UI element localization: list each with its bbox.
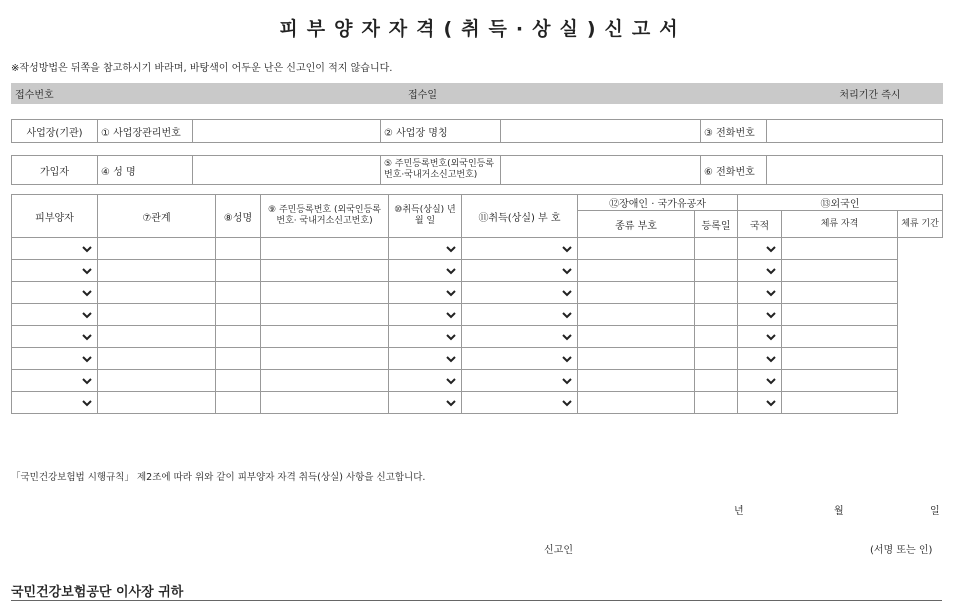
stay-status-select[interactable] xyxy=(738,392,782,414)
subscriber-phone-field[interactable] xyxy=(767,156,943,185)
signature-label: (서명 또는 인) xyxy=(870,545,933,556)
type-code-select[interactable] xyxy=(462,392,578,414)
name-field[interactable] xyxy=(98,392,216,414)
chevron-down-icon[interactable] xyxy=(465,392,574,413)
nationality-field[interactable] xyxy=(695,326,738,348)
rrn-field[interactable] xyxy=(216,326,261,348)
rrn-field[interactable] xyxy=(216,260,261,282)
name-field[interactable] xyxy=(98,370,216,392)
chevron-down-icon[interactable] xyxy=(392,370,458,391)
instruction-note: ※작성방법은 뒤쪽을 참고하시기 바라며, 바탕색이 어두운 난은 신고인이 적지 않습니다. xyxy=(11,63,393,74)
subscriber-rrn-label: ⑤ 주민등록번호(외국인등록번호·국내거소신고번호) xyxy=(381,156,501,185)
chevron-down-icon[interactable] xyxy=(392,348,458,369)
name-field[interactable] xyxy=(98,260,216,282)
processing-period-label: 처리기간 즉시 xyxy=(798,84,943,104)
chevron-down-icon[interactable] xyxy=(15,348,94,369)
chevron-down-icon[interactable] xyxy=(741,392,778,413)
stay-period-field[interactable] xyxy=(782,370,898,392)
nationality-field[interactable] xyxy=(695,282,738,304)
receipt-table xyxy=(11,83,943,104)
chevron-down-icon[interactable] xyxy=(741,348,778,369)
stay-status-select[interactable] xyxy=(738,304,782,326)
col-name: ⑧성명 xyxy=(216,195,261,238)
chevron-down-icon[interactable] xyxy=(15,238,94,259)
chevron-down-icon[interactable] xyxy=(465,326,574,347)
workplace-label: 사업장(기관) xyxy=(12,120,98,143)
day-label: 일 xyxy=(930,506,940,517)
chevron-down-icon[interactable] xyxy=(741,370,778,391)
col-foreign: ⑬외국인 xyxy=(738,195,943,211)
relation-select[interactable] xyxy=(12,260,98,282)
chevron-down-icon[interactable] xyxy=(465,238,574,259)
form-title: 피부양자자격(취득·상실)신고서 xyxy=(279,18,687,40)
type-code-select[interactable] xyxy=(462,304,578,326)
chevron-down-icon[interactable] xyxy=(15,370,94,391)
table-row xyxy=(12,392,943,414)
reporter-label: 신고인 xyxy=(544,545,573,556)
table-row xyxy=(12,370,943,392)
type-code-select[interactable] xyxy=(462,348,578,370)
bottom-rule xyxy=(11,600,942,601)
type-code-select[interactable] xyxy=(462,282,578,304)
code-select[interactable] xyxy=(389,392,462,414)
date-field[interactable] xyxy=(261,238,389,260)
subscriber-label: 가입자 xyxy=(12,156,98,185)
subscriber-rrn-field[interactable] xyxy=(501,156,701,185)
stay-status-select[interactable] xyxy=(738,348,782,370)
chevron-down-icon[interactable] xyxy=(741,282,778,303)
name-field[interactable] xyxy=(98,304,216,326)
chevron-down-icon[interactable] xyxy=(465,304,574,325)
chevron-down-icon[interactable] xyxy=(15,326,94,347)
col-stay-period: 체류 기간 xyxy=(898,211,943,238)
workplace-phone-label: ③ 전화번호 xyxy=(701,120,767,143)
chevron-down-icon[interactable] xyxy=(392,326,458,347)
relation-select[interactable] xyxy=(12,326,98,348)
subscriber-table xyxy=(11,155,943,185)
subscriber-phone-label: ⑥ 전화번호 xyxy=(701,156,767,185)
workplace-name-field[interactable] xyxy=(501,120,701,143)
reg-date-field[interactable] xyxy=(578,260,695,282)
chevron-down-icon[interactable] xyxy=(392,238,458,259)
table-row xyxy=(12,326,943,348)
stay-period-field[interactable] xyxy=(782,348,898,370)
col-nationality: 국적 xyxy=(738,211,782,238)
table-row xyxy=(12,304,943,326)
name-field[interactable] xyxy=(98,282,216,304)
reg-date-field[interactable] xyxy=(578,238,695,260)
year-label: 년 xyxy=(734,506,744,517)
chevron-down-icon[interactable] xyxy=(741,238,778,259)
table-row xyxy=(12,238,943,260)
workplace-phone-field[interactable] xyxy=(767,120,943,143)
chevron-down-icon[interactable] xyxy=(465,348,574,369)
rrn-field[interactable] xyxy=(216,304,261,326)
reg-date-field[interactable] xyxy=(578,326,695,348)
date-field[interactable] xyxy=(261,392,389,414)
reg-date-field[interactable] xyxy=(578,348,695,370)
statement-text: 「국민건강보험법 시행규칙」 제2조에 따라 위와 같이 피부양자 자격 취득(상실) 사항을 신고합니다. xyxy=(11,472,426,483)
dependents-label: 피부양자 xyxy=(12,195,98,238)
nationality-field[interactable] xyxy=(695,238,738,260)
table-row xyxy=(12,260,943,282)
rrn-field[interactable] xyxy=(216,370,261,392)
workplace-mgmt-no-label: ① 사업장관리번호 xyxy=(98,120,193,143)
col-type-code: 종류 부호 xyxy=(578,211,695,238)
stay-status-select[interactable] xyxy=(738,238,782,260)
chevron-down-icon[interactable] xyxy=(392,260,458,281)
table-row xyxy=(12,348,943,370)
workplace-table xyxy=(11,119,943,143)
chevron-down-icon[interactable] xyxy=(741,304,778,325)
relation-select[interactable] xyxy=(12,304,98,326)
chevron-down-icon[interactable] xyxy=(15,304,94,325)
stay-period-field[interactable] xyxy=(782,304,898,326)
nationality-field[interactable] xyxy=(695,260,738,282)
chevron-down-icon[interactable] xyxy=(15,260,94,281)
date-field[interactable] xyxy=(261,282,389,304)
month-label: 월 xyxy=(834,506,844,517)
col-reg-date: 등록일 xyxy=(695,211,738,238)
relation-select[interactable] xyxy=(12,348,98,370)
chevron-down-icon[interactable] xyxy=(465,282,574,303)
addressee: 국민건강보험공단 이사장 귀하 xyxy=(11,585,184,600)
date-field[interactable] xyxy=(261,304,389,326)
code-select[interactable] xyxy=(389,304,462,326)
chevron-down-icon[interactable] xyxy=(15,282,94,303)
chevron-down-icon[interactable] xyxy=(741,260,778,281)
stay-period-field[interactable] xyxy=(782,260,898,282)
rrn-field[interactable] xyxy=(216,282,261,304)
chevron-down-icon[interactable] xyxy=(392,392,458,413)
nationality-field[interactable] xyxy=(695,348,738,370)
date-field[interactable] xyxy=(261,370,389,392)
name-field[interactable] xyxy=(98,326,216,348)
stay-status-select[interactable] xyxy=(738,326,782,348)
code-select[interactable] xyxy=(389,238,462,260)
rrn-field[interactable] xyxy=(216,348,261,370)
type-code-select[interactable] xyxy=(462,238,578,260)
stay-period-field[interactable] xyxy=(782,326,898,348)
nationality-field[interactable] xyxy=(695,392,738,414)
date-field[interactable] xyxy=(261,326,389,348)
chevron-down-icon[interactable] xyxy=(741,326,778,347)
nationality-field[interactable] xyxy=(695,304,738,326)
stay-status-select[interactable] xyxy=(738,282,782,304)
chevron-down-icon[interactable] xyxy=(465,370,574,391)
type-code-select[interactable] xyxy=(462,370,578,392)
name-field[interactable] xyxy=(98,348,216,370)
name-field[interactable] xyxy=(98,238,216,260)
stay-status-select[interactable] xyxy=(738,260,782,282)
date-field[interactable] xyxy=(261,260,389,282)
stay-period-field[interactable] xyxy=(782,392,898,414)
col-date: ⑩취득(상실) 년 월 일 xyxy=(389,195,462,238)
rrn-field[interactable] xyxy=(216,238,261,260)
receipt-date-label: 접수일 xyxy=(405,84,798,104)
reg-date-field[interactable] xyxy=(578,304,695,326)
subscriber-name-field[interactable] xyxy=(193,156,381,185)
code-select[interactable] xyxy=(389,348,462,370)
date-field[interactable] xyxy=(261,348,389,370)
relation-select[interactable] xyxy=(12,392,98,414)
code-select[interactable] xyxy=(389,370,462,392)
code-select[interactable] xyxy=(389,282,462,304)
col-disabled: ⑫장애인 · 국가유공자 xyxy=(578,195,738,211)
relation-select[interactable] xyxy=(12,370,98,392)
workplace-mgmt-no-field[interactable] xyxy=(193,120,381,143)
nationality-field[interactable] xyxy=(695,370,738,392)
col-stay-status: 체류 자격 xyxy=(782,211,898,238)
reg-date-field[interactable] xyxy=(578,282,695,304)
dependents-table xyxy=(11,194,943,414)
reg-date-field[interactable] xyxy=(578,392,695,414)
chevron-down-icon[interactable] xyxy=(392,304,458,325)
workplace-name-label: ② 사업장 명칭 xyxy=(381,120,501,143)
chevron-down-icon[interactable] xyxy=(465,260,574,281)
col-relation: ⑦관계 xyxy=(98,195,216,238)
chevron-down-icon[interactable] xyxy=(15,392,94,413)
table-row xyxy=(12,282,943,304)
type-code-select[interactable] xyxy=(462,326,578,348)
type-code-select[interactable] xyxy=(462,260,578,282)
stay-status-select[interactable] xyxy=(738,370,782,392)
code-select[interactable] xyxy=(389,326,462,348)
relation-select[interactable] xyxy=(12,282,98,304)
stay-period-field[interactable] xyxy=(782,282,898,304)
rrn-field[interactable] xyxy=(216,392,261,414)
reg-date-field[interactable] xyxy=(578,370,695,392)
receipt-no-label: 접수번호 xyxy=(12,84,405,104)
subscriber-name-label: ④ 성 명 xyxy=(98,156,193,185)
chevron-down-icon[interactable] xyxy=(392,282,458,303)
col-rrn: ⑨ 주민등록번호 (외국인등록번호· 국내거소신고번호) xyxy=(261,195,389,238)
stay-period-field[interactable] xyxy=(782,238,898,260)
col-code: ⑪취득(상실) 부 호 xyxy=(462,195,578,238)
code-select[interactable] xyxy=(389,260,462,282)
relation-select[interactable] xyxy=(12,238,98,260)
